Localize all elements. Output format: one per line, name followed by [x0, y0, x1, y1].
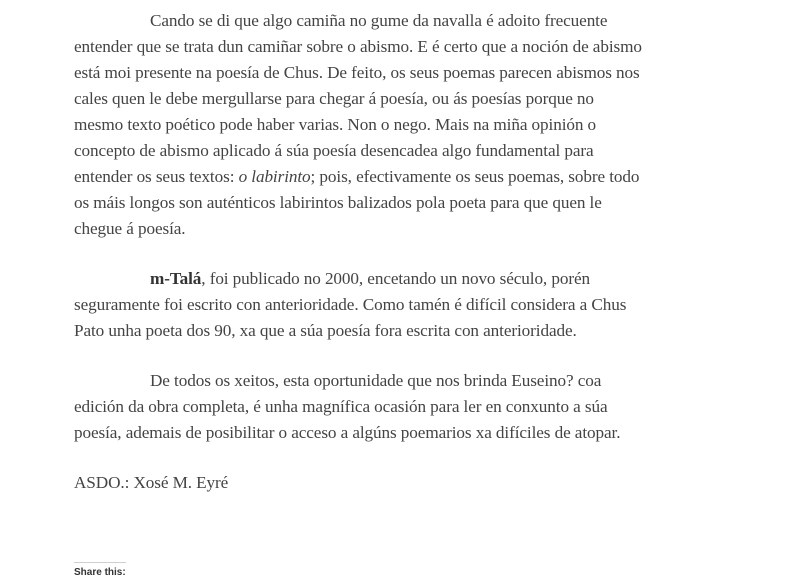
share-divider	[74, 562, 126, 563]
author-signature: ASDO.: Xosé M. Eyré	[74, 473, 229, 492]
paragraph-closing-text: De todos os xeitos, esta oportunidade que nos brinda Euseino? coa edición da obra completa, é unha magnífica ocasión para ler en conxunto a súa poesía, ademais de posibilitar o acceso a algúns poemarios xa difíciles de atopar.	[74, 371, 621, 442]
book-title: m-Talá	[150, 269, 202, 288]
paragraph-mtala	[74, 266, 644, 344]
paragraph-intro-emphasis: o labirinto	[238, 167, 311, 186]
share-title: Share this:	[74, 567, 126, 578]
paragraph-intro-text-a: Cando se di que algo camiña no gume da navalla é adoito frecuente entender que se trata dun camiñar sobre o abismo. E é certo que a noción de abismo está moi presente na poesía de Chus. De feito, os seus poemas parecen abismos nos cales quen le debe mergullarse para chegar á poesía, ou ás poesías porque no mesmo texto poético pode haber varias. Non o nego. Mais na miña opinión o concepto de abismo aplicado á súa poesía desencadea algo fundamental para entender os seus textos:	[74, 11, 642, 186]
paragraph-closing	[74, 368, 644, 446]
paragraph-mtala-text: , foi publicado no 2000, encetando un novo século, porén seguramente foi escrito con anterioridade. Como tamén é difícil considera a Chus Pato unha poeta dos 90, xa que a súa poesía fora escrita con anterioridade.	[74, 269, 627, 340]
article-body	[74, 8, 644, 496]
paragraph-intro	[74, 8, 644, 242]
share-section	[74, 562, 126, 578]
paragraph-intro-text-b: ; pois, efectivamente os seus poemas, sobre todo os máis longos son auténticos labirintos balizados pola poeta para que quen le chegue á poesía.	[74, 167, 640, 238]
